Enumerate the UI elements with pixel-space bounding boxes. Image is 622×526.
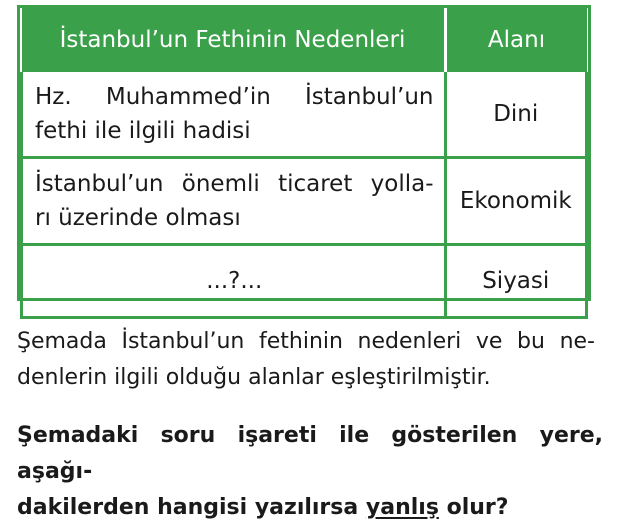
field-cell: Dini: [445, 72, 587, 158]
question-line-text: olur?: [438, 495, 509, 520]
intro-line: Şemada İstanbul’un fethinin nedenleri ve bu ne-: [17, 329, 595, 354]
field-cell: Ekonomik: [445, 158, 587, 245]
reason-cell: [22, 158, 446, 245]
cause-table: [17, 5, 591, 301]
emphasis-word: yanlış: [365, 495, 439, 520]
intro-line: denlerin ilgili olduğu alanlar eşleştirilmiştir.: [17, 365, 491, 390]
question-line-text: dakilerden hangisi yazılırsa: [17, 495, 366, 520]
field-cell: Siyasi: [445, 245, 587, 318]
reason-cell: [22, 72, 446, 158]
table-row: [22, 158, 587, 245]
table-header-row: [22, 8, 587, 72]
intro-paragraph: [17, 324, 595, 396]
cause-table-grid: [20, 8, 588, 319]
reason-line: İstanbul’un önemli ticaret yolla-: [35, 171, 434, 197]
table-row: [22, 72, 587, 158]
reason-line: rı üzerinde olması: [35, 205, 241, 231]
table-row: [22, 245, 587, 318]
question-mark-cell: ...?...: [22, 245, 446, 318]
header-reasons: İstanbul’un Fethinin Nedenleri: [22, 8, 446, 72]
header-field: Alanı: [445, 8, 587, 72]
question-line: Şemadaki soru işareti ile gösterilen yere, aşağı-: [17, 423, 603, 484]
question-stem: [17, 418, 603, 526]
reason-line: Hz. Muhammed’in İstanbul’un: [35, 84, 434, 110]
reason-line: fethi ile ilgili hadisi: [35, 118, 251, 144]
